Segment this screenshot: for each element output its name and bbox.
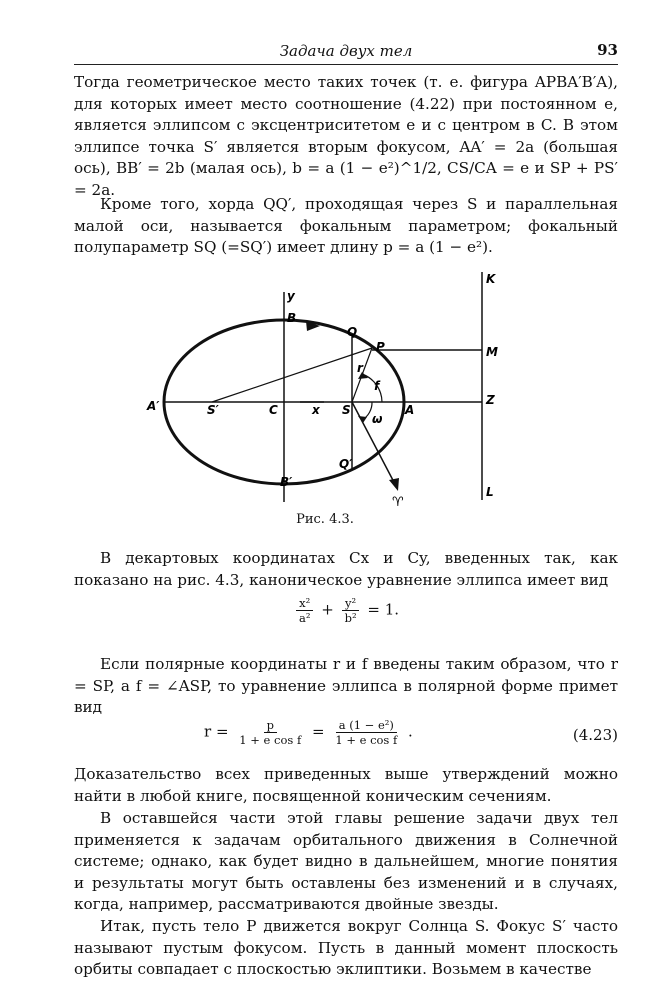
paragraph-text: В оставшейся части этой главы решение задачи двух тел применяется к задачам орбитального движения в Солнечной системе; однако, как будет видно в дальнейшем, многие понятия и результаты могут быть оставлены без изменений и в случаях, когда, например, рассматриваются двойные звезды. <box>74 809 618 913</box>
label-a-prime: A′ <box>147 399 160 413</box>
equation-number: (4.23) <box>572 726 618 744</box>
equals-sign: = <box>311 722 325 741</box>
fraction-p <box>236 718 304 747</box>
label-a: A <box>405 403 415 417</box>
label-b-prime: B′ <box>280 475 293 489</box>
fraction-denominator: 1 + e cos f <box>239 733 302 747</box>
equation-canonical <box>74 596 618 625</box>
paragraph-text: Доказательство всех приведенных выше утверждений можно найти в любой книге, посвященной коническим сечениям. <box>74 765 618 805</box>
aries-arrowhead <box>389 478 399 491</box>
label-b: B <box>287 311 297 325</box>
running-title: Задача двух тел <box>279 42 413 60</box>
paragraph-polar <box>74 654 618 719</box>
paragraph-text: Если полярные координаты r и f введены таким образом, что r = SP, а f = ∠ASP, то уравнение эллипса в полярной форме примет вид <box>74 655 618 716</box>
equation-lhs: r = <box>204 722 229 741</box>
label-k: K <box>486 272 496 286</box>
paragraph-text: Итак, пусть тело P движется вокруг Солнца S. Фокус S′ часто называют пустым фокусом. Пусть в данный момент плоскость орбиты совпадает с плоскостью эклиптики. Возьмем в качестве <box>74 917 618 978</box>
paragraph-ellipse-definition <box>74 72 618 201</box>
label-z: Z <box>486 393 495 407</box>
label-f: f <box>374 379 380 393</box>
paragraph-empty-focus <box>74 916 618 981</box>
paragraph-text: Кроме того, хорда QQ′, проходящая через S и параллельная малой оси, называется фокальным параметром; фокальный полупараметр SQ (=SQ′) имеет длину p = a (1 − e²). <box>74 195 618 256</box>
fraction-denominator: 1 + e cos f <box>335 733 398 747</box>
paragraph-focal-parameter <box>74 194 618 259</box>
label-q-prime: Q′ <box>339 457 353 471</box>
fraction-denominator: a² <box>298 611 311 625</box>
equation-end: . <box>408 722 413 741</box>
fraction-numerator: p <box>264 718 277 733</box>
running-header <box>74 40 618 65</box>
label-s-prime: S′ <box>207 403 219 417</box>
label-aries: ♈ <box>392 495 404 510</box>
fraction-numerator: x² <box>296 596 313 611</box>
line-sprime-p <box>212 348 372 402</box>
plus-sign: + <box>321 600 334 619</box>
equation-polar <box>74 718 618 758</box>
paragraph-text: Тогда геометрическое место таких точек (т. е. фигура APBA′B′A), для которых имеет место соотношение (4.22) при постоянном e, является эллипсом с эксцентриситетом e и с центром в C. В этом эллипсе точка S′ является вторым фокусом, AA′ = 2a (большая ось), BB′ = 2b (малая ось), b = a (1 − e²)^1/2, CS/CA = e и SP + PS′ = 2a. <box>74 73 618 199</box>
label-q: Q <box>347 325 358 339</box>
fraction-numerator: y² <box>342 596 359 611</box>
label-s: S <box>342 403 351 417</box>
paragraph-proof <box>74 764 618 807</box>
fraction-denominator: b² <box>344 611 357 625</box>
label-x: x <box>312 403 320 417</box>
figure-ellipse-diagram <box>0 268 650 538</box>
paragraph-text: В декартовых координатах Cx и Cy, введенных так, как показано на рис. 4.3, каноническое уравнение эллипса имеет вид <box>74 549 618 589</box>
label-l: L <box>486 485 494 499</box>
label-omega: ω <box>372 412 383 426</box>
paragraph-cartesian <box>74 548 618 591</box>
label-p: P <box>376 340 385 354</box>
paragraph-solar-system <box>74 808 618 916</box>
label-y: y <box>287 289 295 303</box>
angle-omega-arrowhead <box>358 416 367 423</box>
fraction-a <box>332 718 400 747</box>
fraction-numerator: a (1 − e²) <box>336 718 397 733</box>
fraction-y <box>342 596 360 625</box>
figure-caption: Рис. 4.3. <box>296 512 354 527</box>
label-r: r <box>357 361 363 375</box>
fraction-x <box>296 596 313 625</box>
label-m: M <box>486 345 498 359</box>
label-c: C <box>269 403 278 417</box>
page-number: 93 <box>597 41 618 59</box>
equation-rhs: = 1. <box>367 600 400 619</box>
